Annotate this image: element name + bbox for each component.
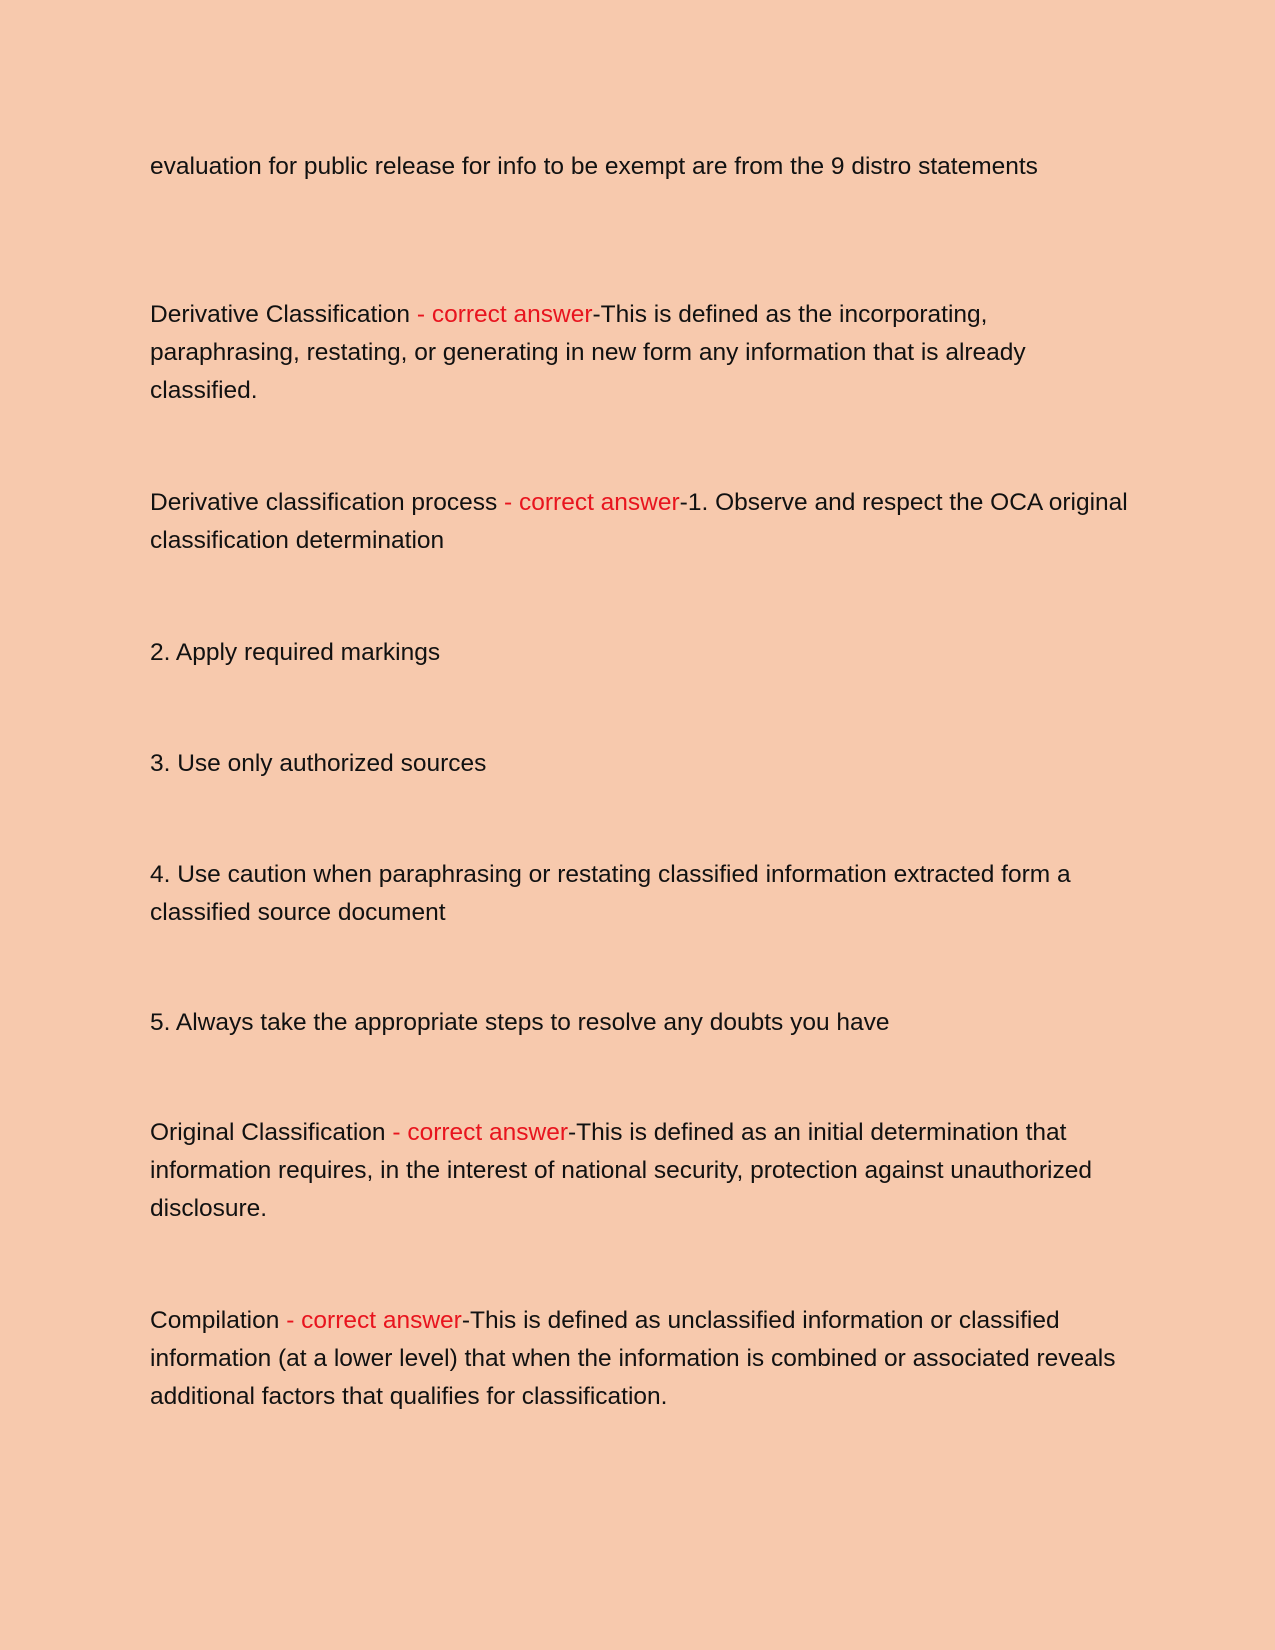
- entry-term: Compilation: [150, 1307, 287, 1334]
- correct-answer-marker: - correct answer: [286, 1307, 462, 1334]
- entry-original-classification: [150, 1114, 1140, 1228]
- process-step: [150, 634, 440, 672]
- entry-term: Derivative classification process: [150, 489, 505, 516]
- entry-compilation: [150, 1302, 1140, 1416]
- intro-text: evaluation for public release for info to be exempt are from the 9 distro statements: [150, 153, 1038, 180]
- step-text: 2. Apply required markings: [150, 639, 441, 666]
- entry-definition: -1. Observe and respect the OCA original classification determination: [150, 489, 1128, 554]
- entry-definition: -This is defined as unclassified information or classified information (at a lower level) that when the information is combined or associated reveals additional factors that qualifies for classification.: [150, 1307, 1116, 1410]
- entry-derivative-classification-process: [150, 484, 1140, 560]
- entry-term: Original Classification: [150, 1119, 393, 1146]
- process-step: [150, 1004, 890, 1042]
- entry-definition: -This is defined as an initial determination that information requires, in the interest of national security, protection against unauthorized disclosure.: [150, 1119, 1092, 1222]
- correct-answer-marker: - correct answer: [416, 301, 593, 328]
- correct-answer-marker: - correct answer: [392, 1119, 569, 1146]
- entry-term: Derivative Classification: [150, 301, 417, 328]
- step-text: 5. Always take the appropriate steps to resolve any doubts you have: [150, 1009, 890, 1036]
- process-step: [150, 745, 486, 783]
- process-step: [150, 856, 1140, 932]
- entry-derivative-classification: [150, 296, 1140, 410]
- intro-paragraph: [150, 148, 1038, 186]
- correct-answer-marker: - correct answer: [504, 489, 680, 516]
- step-text: 3. Use only authorized sources: [150, 750, 487, 777]
- entry-definition: -This is defined as the incorporating, paraphrasing, restating, or generating in new form any information that is already classified.: [150, 301, 1026, 404]
- step-text: 4. Use caution when paraphrasing or restating classified information extracted form a classified source document: [150, 861, 1071, 926]
